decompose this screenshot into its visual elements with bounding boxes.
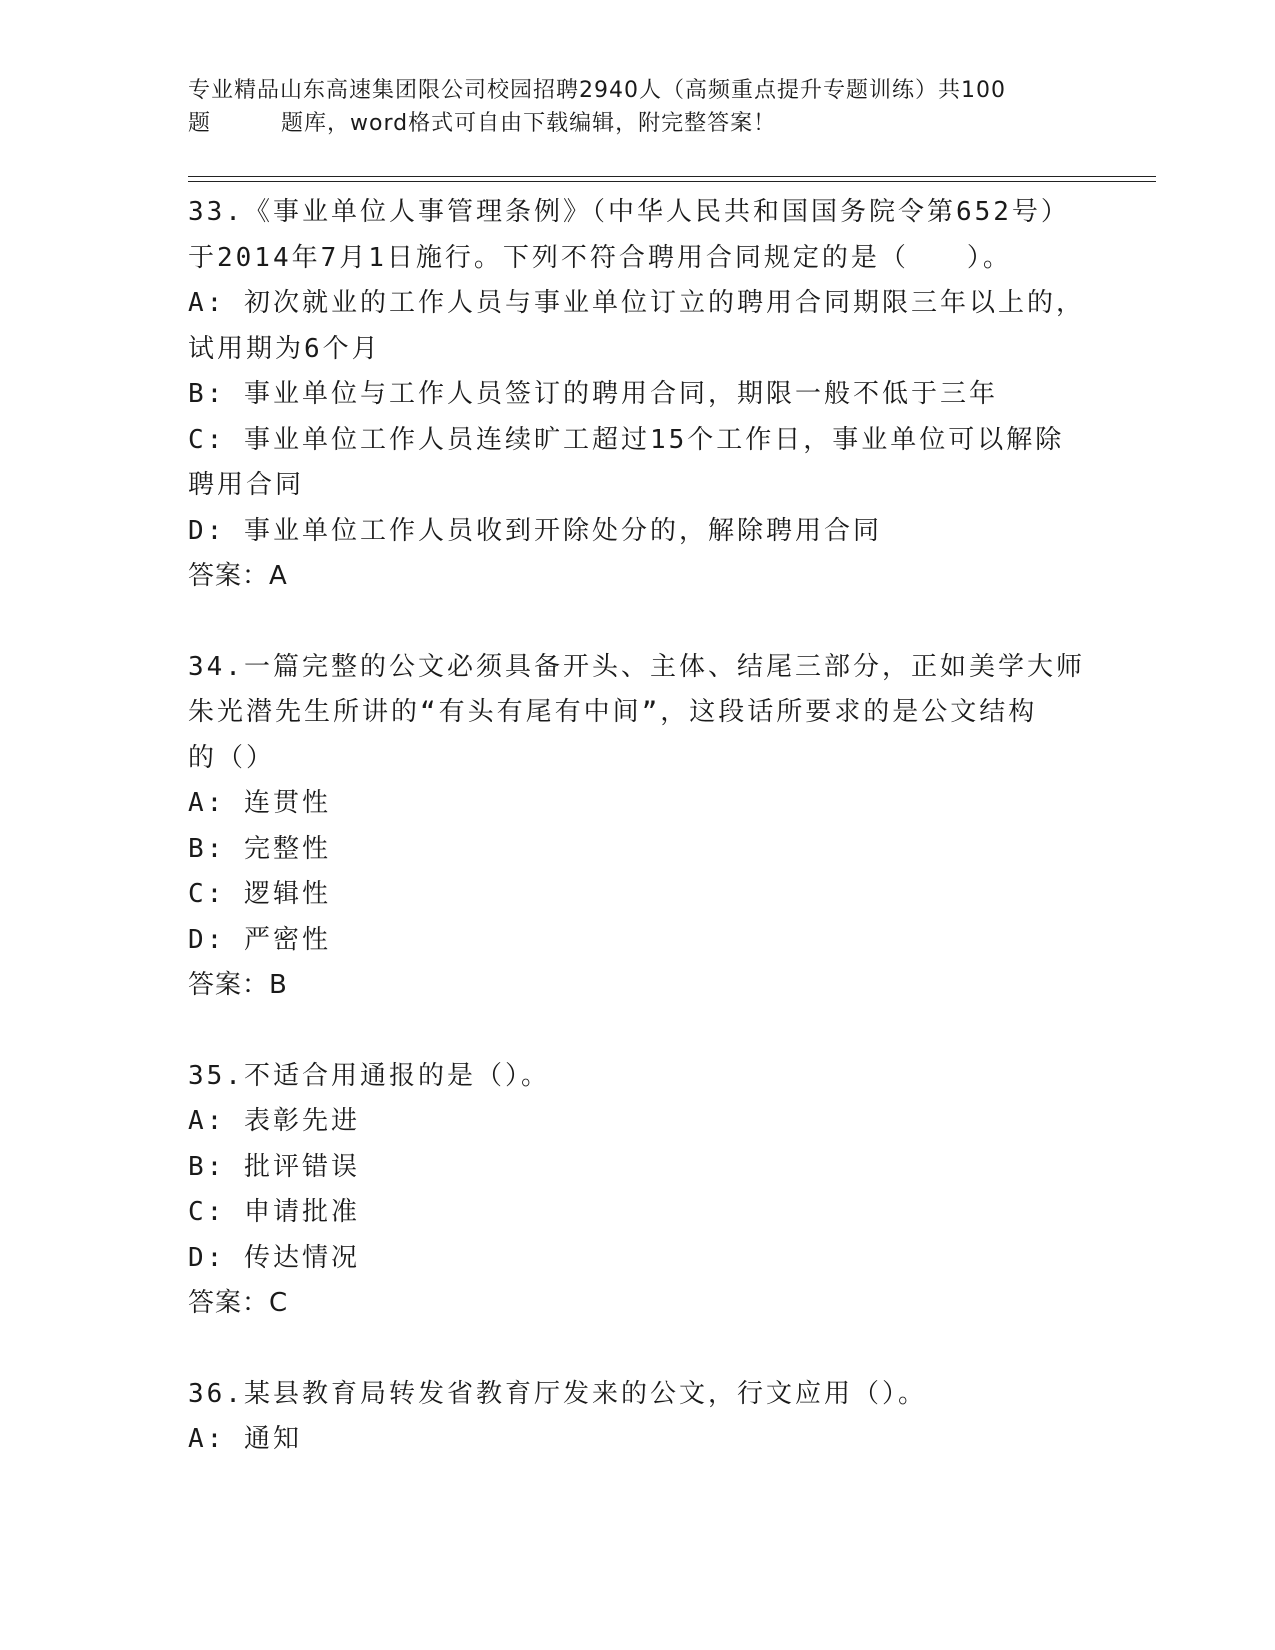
header-rule-top [188,176,1156,177]
option-line: D: 严密性 [188,924,331,955]
question-stem-line: 于2014年7月1日施行。下列不符合聘用合同规定的是（ ）。 [188,242,1012,273]
question-stem-line: 35.不适合用通报的是（）。 [188,1060,550,1091]
option-line: B: 批评错误 [188,1151,360,1182]
question-stem-line: 34.一篇完整的公文必须具备开头、主体、结尾三部分，正如美学大师 [188,651,1085,682]
question-stem-line: 的（） [188,742,276,773]
question-stem-line: 33.《事业单位人事管理条例》（中华人民共和国国务院令第652号） [188,197,1070,227]
option-line: 试用期为6个月 [188,333,381,364]
option-line: B: 事业单位与工作人员签订的聘用合同，期限一般不低于三年 [188,379,998,409]
option-line: D: 传达情况 [188,1242,360,1273]
question-34 [188,645,1088,1009]
header-line-1: 专业精品山东高速集团限公司校园招聘2940人（高频重点提升专题训练）共100 [188,78,1006,103]
option-line: D: 事业单位工作人员收到开除处分的，解除聘用合同 [188,515,882,546]
question-36 [188,1372,1088,1463]
answer-line: 答案：C [188,1288,289,1318]
answer-line: 答案：A [188,561,288,591]
question-35 [188,1054,1088,1327]
document-header [188,74,1088,140]
option-line: A: 连贯性 [188,788,331,818]
header-rule-bottom [188,181,1156,182]
option-line: C: 逻辑性 [188,879,331,909]
question-stem-line: 36.某县教育局转发省教育厅发来的公文，行文应用（）。 [188,1378,927,1409]
option-line: A: 初次就业的工作人员与事业单位订立的聘用合同期限三年以上的， [188,288,1085,318]
option-line: B: 完整性 [188,833,331,864]
question-stem-line: 朱光潜先生所讲的“有头有尾有中间”，这段话所要求的是公文结构 [188,697,1038,727]
question-33 [188,190,1088,600]
answer-line: 答案：B [188,970,288,1000]
option-line: A: 通知 [188,1424,302,1454]
option-line: 聘用合同 [188,470,305,500]
question-list [188,190,1088,1508]
option-line: C: 事业单位工作人员连续旷工超过15个工作日，事业单位可以解除 [188,424,1065,455]
header-line-2: 题 题库，word格式可自由下载编辑，附完整答案！ [188,111,777,136]
option-line: A: 表彰先进 [188,1106,360,1136]
option-line: C: 申请批准 [188,1197,360,1227]
